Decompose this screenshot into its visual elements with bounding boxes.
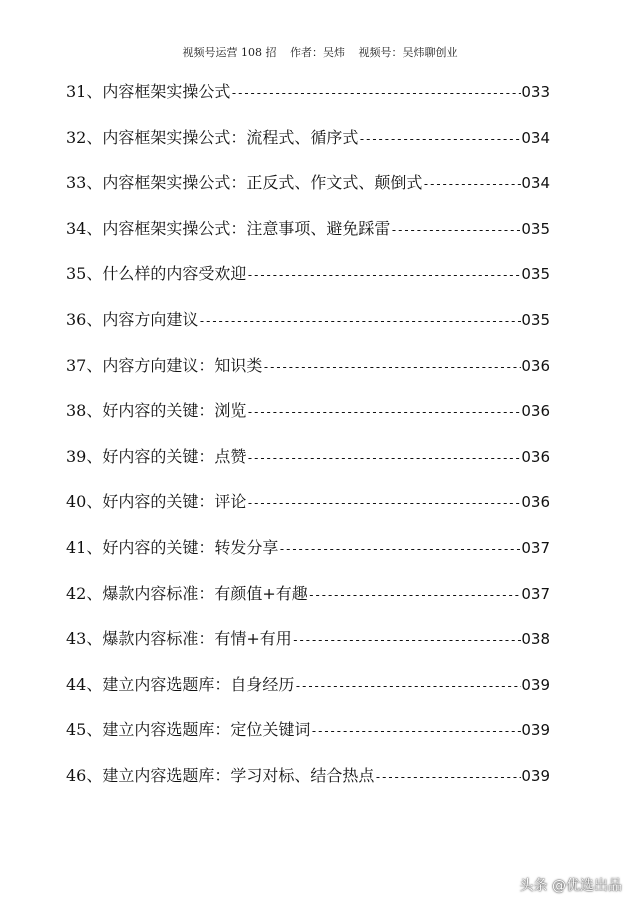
toc-entry-page: 037: [521, 584, 550, 603]
toc-entry-title: 42、爆款内容标准：有颜值+有趣: [66, 583, 308, 603]
toc-entry-title: 46、建立内容选题库：学习对标、结合热点: [66, 765, 375, 785]
toc-entry: [66, 485, 550, 531]
toc-entry-page: 036: [521, 402, 550, 421]
dash-leader: [310, 714, 521, 748]
toc-entry: [66, 394, 550, 440]
toc-entry-page: 036: [521, 447, 550, 466]
dash-leader: [230, 76, 521, 110]
toc-entry: [66, 759, 550, 805]
table-of-contents: [66, 75, 550, 805]
dash-leader: [246, 395, 521, 429]
toc-entry: [66, 166, 550, 212]
page-header: [0, 44, 640, 60]
dash-leader: [246, 441, 521, 475]
channel-name: 视频号：吴炜聊创业: [358, 46, 458, 59]
author-name: 作者：吴炜: [290, 46, 345, 59]
toc-entry-title: 44、建立内容选题库：自身经历: [66, 674, 295, 694]
toc-entry: [66, 303, 550, 349]
toc-entry-title: 33、内容框架实操公式：正反式、作文式、颠倒式: [66, 173, 423, 193]
toc-entry: [66, 440, 550, 486]
toc-entry: [66, 75, 550, 121]
toc-entry-page: 039: [521, 766, 550, 785]
toc-entry-title: 34、内容框架实操公式：注意事项、避免踩雷: [66, 218, 391, 238]
toc-entry-title: 39、好内容的关键：点赞: [66, 446, 247, 466]
toc-entry-title: 37、内容方向建议：知识类: [66, 355, 263, 375]
toc-entry: [66, 713, 550, 759]
toc-entry-page: 034: [521, 174, 550, 193]
toc-entry-page: 035: [521, 219, 550, 238]
toc-entry-title: 45、建立内容选题库：定位关键词: [66, 720, 311, 740]
dash-leader: [246, 258, 521, 292]
toc-entry: [66, 577, 550, 623]
dash-leader: [278, 532, 521, 566]
toc-entry: [66, 257, 550, 303]
dash-leader: [246, 486, 521, 520]
toc-entry-page: 039: [521, 721, 550, 740]
dash-leader: [198, 304, 521, 338]
toc-entry-page: 038: [521, 630, 550, 649]
toc-entry-page: 035: [521, 310, 550, 329]
dash-leader: [422, 167, 521, 201]
dash-leader: [308, 578, 522, 612]
toc-entry-title: 40、好内容的关键：评论: [66, 492, 247, 512]
dash-leader: [292, 623, 522, 657]
toc-entry-title: 43、爆款内容标准：有情+有用: [66, 629, 292, 649]
toc-entry-page: 035: [521, 265, 550, 284]
toc-entry-page: 036: [521, 493, 550, 512]
toc-entry-title: 31、内容框架实操公式: [66, 82, 231, 101]
dash-leader: [358, 122, 521, 156]
toc-entry: [66, 622, 550, 668]
toc-entry-title: 36、内容方向建议: [66, 309, 199, 329]
toc-entry: [66, 212, 550, 258]
toc-entry-title: 32、内容框架实操公式：流程式、循序式: [66, 127, 359, 147]
toc-entry-page: 036: [521, 356, 550, 375]
toc-entry: [66, 121, 550, 167]
dash-leader: [390, 213, 521, 247]
toc-entry-page: 039: [521, 675, 550, 694]
toc-entry-title: 41、好内容的关键：转发分享: [66, 537, 279, 557]
toc-entry-title: 35、什么样的内容受欢迎: [66, 264, 247, 284]
dash-leader: [294, 669, 521, 703]
toc-entry: [66, 531, 550, 577]
toc-entry-page: 034: [521, 128, 550, 147]
book-title: 视频号运营 108 招: [182, 46, 277, 59]
dash-leader: [374, 760, 521, 794]
toc-entry: [66, 668, 550, 714]
toc-entry-page: 037: [521, 538, 550, 557]
toc-entry-title: 38、好内容的关键：浏览: [66, 401, 247, 421]
toc-entry: [66, 349, 550, 395]
toc-entry-page: 033: [521, 83, 550, 101]
watermark: 头条 @优选出品: [519, 878, 622, 894]
dash-leader: [262, 350, 521, 384]
